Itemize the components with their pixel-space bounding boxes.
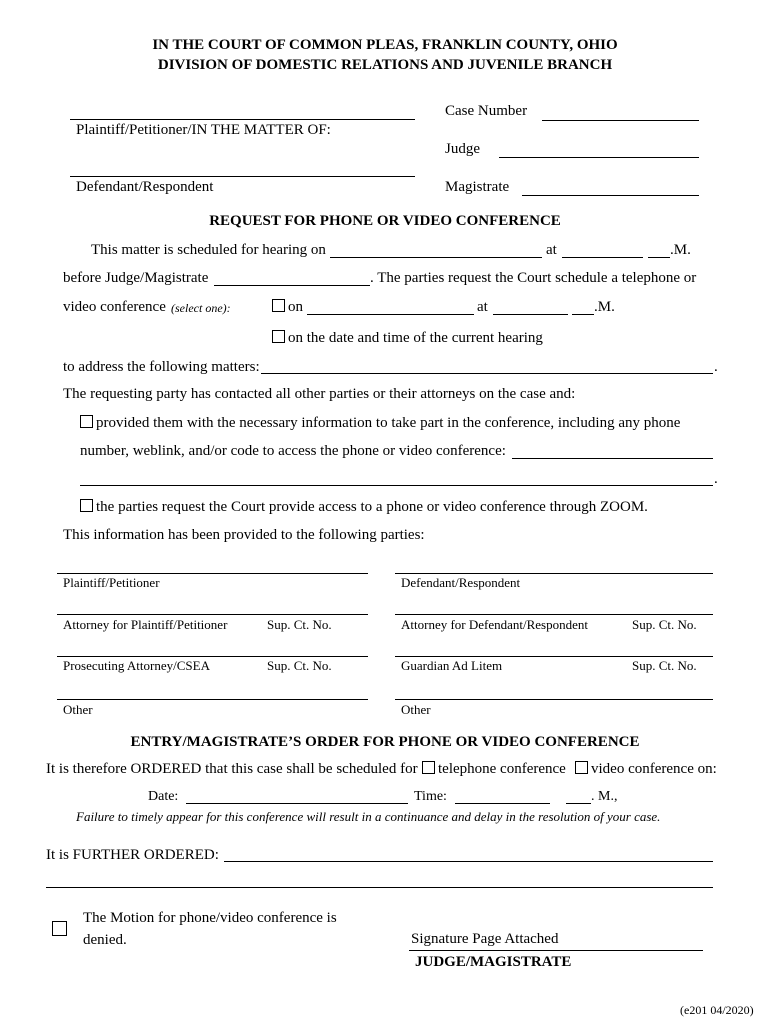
further-ordered-field[interactable] — [224, 861, 713, 862]
provided-info-line2: number, weblink, and/or code to access the phone or video conference: — [80, 443, 506, 459]
sup-ct-no-label-1: Sup. Ct. No. — [267, 617, 332, 632]
magistrate-field[interactable] — [522, 195, 699, 196]
at-label-2: at — [477, 299, 488, 315]
at-label: at — [546, 242, 557, 258]
order-date-field[interactable] — [186, 803, 408, 804]
party-defendant-label: Defendant/Respondent — [401, 575, 521, 590]
further-ordered-field-2[interactable] — [46, 887, 713, 888]
conference-date-field[interactable] — [307, 314, 474, 315]
ordered-text: It is therefore ORDERED that this case shall be scheduled for — [46, 761, 418, 777]
m-suffix: .M. — [670, 242, 691, 258]
telephone-option-label: telephone conference — [438, 761, 566, 777]
telephone-checkbox[interactable] — [422, 761, 435, 774]
option-current-checkbox[interactable] — [272, 330, 285, 343]
prosecuting-label: Prosecuting Attorney/CSEA — [63, 658, 210, 673]
judge-label: Judge — [445, 141, 480, 157]
order-m-suffix: . M., — [591, 789, 618, 804]
hearing-date-field[interactable] — [330, 257, 542, 258]
date-label: Date: — [148, 789, 179, 804]
guardian-label: Guardian Ad Litem — [401, 658, 503, 673]
other-label-right: Other — [401, 702, 431, 717]
matters-field[interactable] — [261, 373, 713, 374]
select-one-note: (select one): — [171, 301, 231, 315]
period-2: . — [714, 471, 718, 487]
sup-ct-no-label-2: Sup. Ct. No. — [632, 617, 697, 632]
judge-signature-line[interactable] — [409, 950, 703, 951]
request-title: REQUEST FOR PHONE OR VIDEO CONFERENCE — [209, 213, 561, 229]
option-on-checkbox[interactable] — [272, 299, 285, 312]
judge-field[interactable] — [499, 157, 699, 158]
parties-request-text: . The parties request the Court schedule a telephone or — [370, 270, 697, 286]
hearing-ampm-field[interactable] — [648, 257, 670, 258]
magistrate-label: Magistrate — [445, 179, 510, 195]
other-line-right[interactable] — [395, 699, 713, 700]
access-info-field[interactable] — [512, 458, 713, 459]
sup-ct-no-label-3: Sup. Ct. No. — [267, 658, 332, 673]
defendant-label: Defendant/Respondent — [76, 179, 214, 195]
address-matters-text: to address the following matters: — [63, 359, 260, 375]
order-ampm-field[interactable] — [566, 803, 591, 804]
order-title: ENTRY/MAGISTRATE’S ORDER FOR PHONE OR VIDEO CONFERENCE — [130, 734, 640, 750]
other-label-left: Other — [63, 702, 93, 717]
attorney-plaintiff-label: Attorney for Plaintiff/Petitioner — [63, 617, 228, 632]
m-suffix-2: .M. — [594, 299, 615, 315]
motion-denied-line1: The Motion for phone/video conference is — [83, 910, 337, 926]
zoom-checkbox[interactable] — [80, 499, 93, 512]
party-plaintiff-label: Plaintiff/Petitioner — [63, 575, 160, 590]
order-time-field[interactable] — [455, 803, 550, 804]
case-number-label: Case Number — [445, 103, 528, 119]
sup-ct-no-label-4: Sup. Ct. No. — [632, 658, 697, 673]
defendant-signature-line[interactable] — [395, 573, 713, 574]
contacted-text: The requesting party has contacted all other parties or their attorneys on the case and: — [63, 386, 576, 402]
access-info-field-2[interactable] — [80, 485, 713, 486]
case-number-field[interactable] — [542, 120, 699, 121]
time-label: Time: — [414, 789, 447, 804]
conference-ampm-field[interactable] — [572, 314, 594, 315]
prosecuting-line[interactable] — [57, 656, 368, 657]
before-text: before Judge/Magistrate — [63, 270, 209, 286]
video-conf-text: video conference — [63, 299, 166, 315]
plaintiff-signature-line[interactable] — [57, 573, 368, 574]
further-ordered-text: It is FURTHER ORDERED: — [46, 847, 219, 863]
zoom-text: the parties request the Court provide access to a phone or video conference through ZOOM. — [96, 499, 648, 515]
attorney-defendant-line[interactable] — [395, 614, 713, 615]
failure-warning: Failure to timely appear for this conference will result in a continuance and delay in the resolution of your case. — [76, 809, 661, 824]
motion-denied-line2: denied. — [83, 932, 127, 948]
provided-info-checkbox[interactable] — [80, 415, 93, 428]
defendant-name-line[interactable] — [70, 176, 415, 177]
option-on-label: on — [288, 299, 303, 315]
scheduled-text: This matter is scheduled for hearing on — [91, 242, 326, 258]
video-checkbox[interactable] — [575, 761, 588, 774]
option-current-label: on the date and time of the current hearing — [288, 330, 543, 346]
hearing-time-field[interactable] — [562, 257, 643, 258]
attorney-plaintiff-line[interactable] — [57, 614, 368, 615]
provided-info-line1: provided them with the necessary information to take part in the conference, including any phone — [96, 415, 681, 431]
video-option-label: video conference on: — [591, 761, 717, 777]
other-line-left[interactable] — [57, 699, 368, 700]
form-code: (e201 04/2020) — [680, 1003, 754, 1017]
plaintiff-name-line[interactable] — [70, 119, 415, 120]
court-title: IN THE COURT OF COMMON PLEAS, FRANKLIN COUNTY, OHIO — [152, 37, 618, 53]
conference-time-field[interactable] — [493, 314, 568, 315]
division-title: DIVISION OF DOMESTIC RELATIONS AND JUVENILE BRANCH — [157, 57, 613, 73]
judge-magistrate-label: JUDGE/MAGISTRATE — [415, 954, 572, 970]
guardian-line[interactable] — [395, 656, 713, 657]
plaintiff-label: Plaintiff/Petitioner/IN THE MATTER OF: — [76, 122, 331, 138]
signature-page-text: Signature Page Attached — [411, 931, 559, 947]
period-1: . — [714, 359, 718, 375]
motion-denied-checkbox[interactable] — [52, 921, 67, 936]
info-provided-text: This information has been provided to the following parties: — [63, 527, 425, 543]
judge-magistrate-field[interactable] — [214, 285, 370, 286]
attorney-defendant-label: Attorney for Defendant/Respondent — [401, 617, 589, 632]
